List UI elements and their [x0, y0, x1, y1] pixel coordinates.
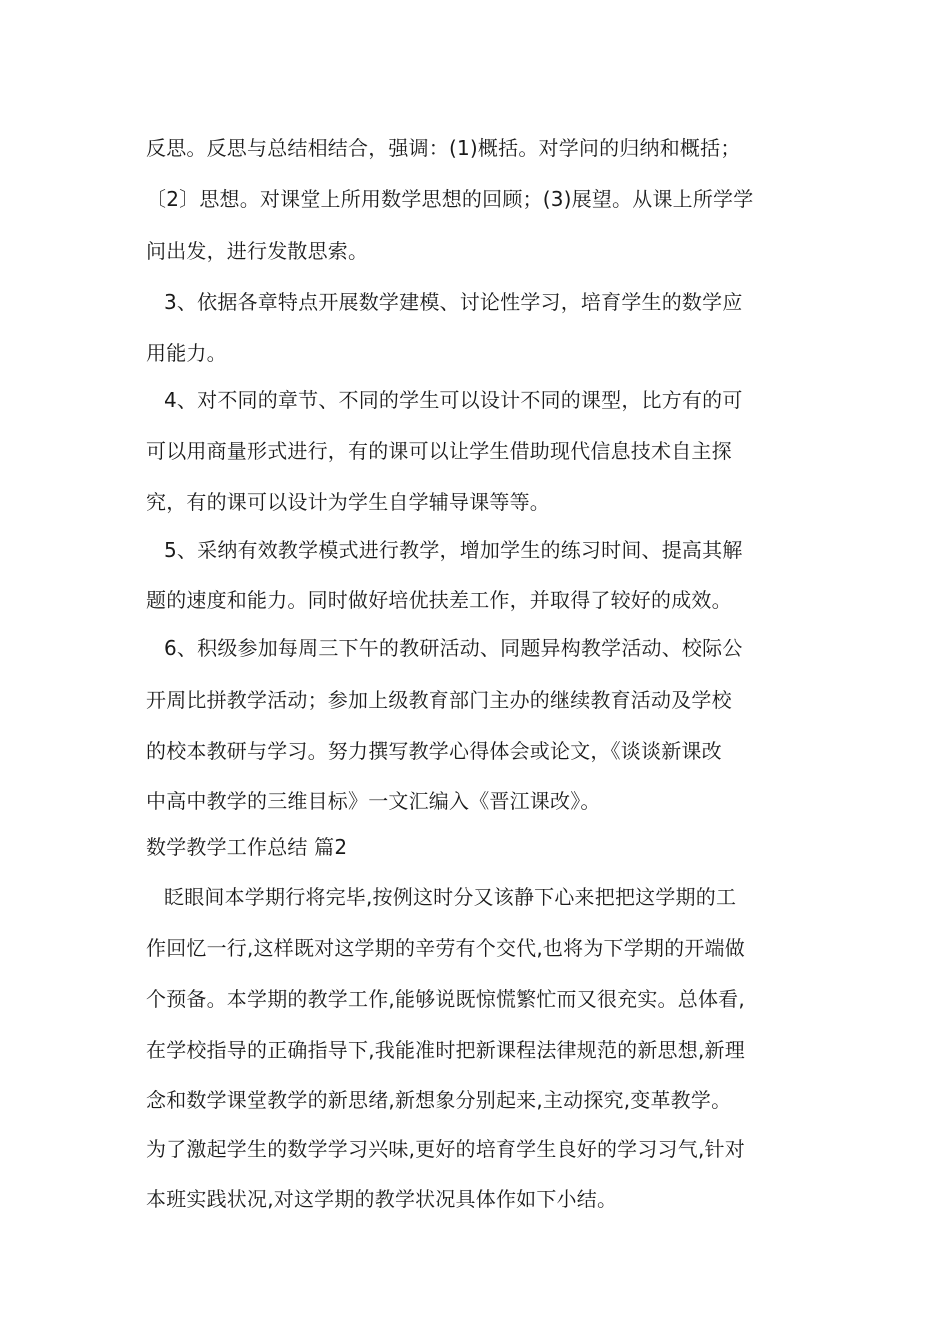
paragraph-line: 念和数学课堂教学的新思绪,新想象分别起来,主动探究,变革教学。 [146, 1088, 732, 1112]
paragraph-line: 作回忆一行,这样既对这学期的辛劳有个交代,也将为下学期的开端做 [146, 936, 745, 960]
paragraph-line: 4、对不同的章节、不同的学生可以设计不同的课型，比方有的可 [164, 388, 743, 412]
paragraph-line: 〔2〕思想。对课堂上所用数学思想的回顾；(3)展望。从课上所学学 [146, 187, 754, 211]
paragraph-line: 题的速度和能力。同时做好培优扶差工作，并取得了较好的成效。 [146, 588, 732, 612]
paragraph-line: 开周比拼教学活动；参加上级教育部门主办的继续教育活动及学校 [146, 688, 732, 712]
paragraph-line: 5、采纳有效教学模式进行教学，增加学生的练习时间、提高其解 [164, 538, 743, 562]
paragraph-line: 6、积级参加每周三下午的教研活动、同题异构教学活动、校际公 [164, 636, 743, 660]
paragraph-line: 反思。反思与总结相结合，强调：(1)概括。对学问的归纳和概括； [146, 136, 741, 160]
paragraph-line: 用能力。 [146, 341, 227, 365]
paragraph-line: 问出发，进行发散思索。 [146, 239, 369, 263]
paragraph-line: 为了激起学生的数学学习兴味,更好的培育学生良好的学习习气,针对 [146, 1137, 745, 1161]
paragraph-line: 在学校指导的正确指导下,我能准时把新课程法律规范的新思想,新理 [146, 1038, 745, 1062]
paragraph-line: 眨眼间本学期行将完毕,按例这时分又该静下心来把把这学期的工 [164, 885, 737, 909]
paragraph-line: 中高中教学的三维目标》一文汇编入《晋江课改》。 [146, 789, 601, 813]
paragraph-line: 个预备。本学期的教学工作,能够说既惊慌繁忙而又很充实。总体看, [146, 987, 745, 1011]
paragraph-line: 究，有的课可以设计为学生自学辅导课等等。 [146, 490, 550, 514]
paragraph-line: 的校本教研与学习。努力撰写教学心得体会或论文，《谈谈新课改 [146, 739, 722, 763]
paragraph-line: 本班实践状况,对这学期的教学状况具体作如下小结。 [146, 1187, 618, 1211]
section-heading: 数学教学工作总结 篇2 [146, 835, 348, 859]
paragraph-line: 可以用商量形式进行，有的课可以让学生借助现代信息技术自主探 [146, 439, 732, 463]
paragraph-line: 3、依据各章特点开展数学建模、讨论性学习，培育学生的数学应 [164, 290, 743, 314]
